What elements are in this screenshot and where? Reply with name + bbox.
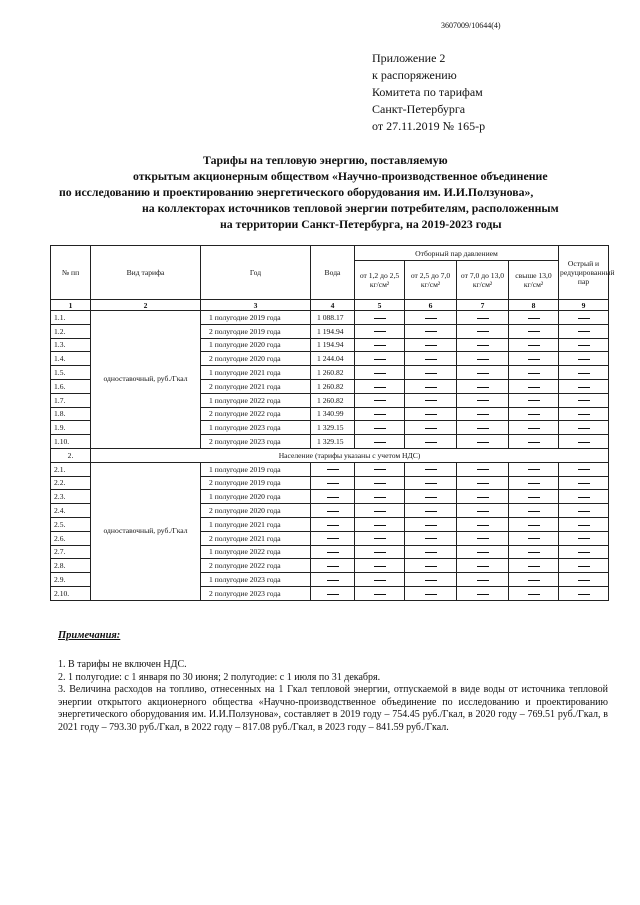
empty-cell — [405, 531, 457, 545]
empty-cell — [405, 366, 457, 380]
empty-cell — [559, 517, 609, 531]
header-sharp-steam: Острый и редуцированный пар — [559, 246, 609, 300]
period-cell: 2 полугодие 2023 года — [201, 435, 311, 449]
row-number: 1.5. — [51, 366, 91, 380]
document-title — [40, 152, 640, 232]
row-number: 2.8. — [51, 559, 91, 573]
row-number: 1.1. — [51, 311, 91, 325]
empty-cell — [355, 421, 405, 435]
empty-cell — [355, 435, 405, 449]
period-cell: 1 полугодие 2020 года — [201, 490, 311, 504]
title-line: открытым акционерным обществом «Научно-производственное объединение — [133, 169, 548, 183]
empty-cell — [405, 435, 457, 449]
section-2-rows — [51, 448, 609, 600]
title-line: на территории Санкт-Петербурга, на 2019-2023 годы — [220, 217, 502, 231]
empty-cell — [457, 545, 509, 559]
table-row — [51, 311, 609, 325]
empty-cell — [559, 338, 609, 352]
empty-cell — [355, 379, 405, 393]
tariff-type-cell: одноставочный, руб./Гкал — [91, 311, 201, 449]
empty-cell — [509, 311, 559, 325]
header-steam-1: от 1,2 до 2,5 кг/см² — [355, 261, 405, 300]
period-cell: 1 полугодие 2019 года — [201, 462, 311, 476]
empty-cell — [355, 531, 405, 545]
empty-cell — [355, 324, 405, 338]
header-num: № пп — [51, 246, 91, 300]
section-row — [51, 448, 609, 462]
section-number: 2. — [51, 448, 91, 462]
empty-cell — [457, 476, 509, 490]
empty-cell — [457, 379, 509, 393]
row-number: 1.10. — [51, 435, 91, 449]
empty-cell — [311, 531, 355, 545]
row-number: 1.9. — [51, 421, 91, 435]
period-cell: 1 полугодие 2023 года — [201, 421, 311, 435]
empty-cell — [355, 573, 405, 587]
water-tariff: 1 244.04 — [311, 352, 355, 366]
empty-cell — [559, 311, 609, 325]
empty-cell — [311, 504, 355, 518]
empty-cell — [355, 352, 405, 366]
empty-cell — [405, 476, 457, 490]
empty-cell — [457, 407, 509, 421]
empty-cell — [355, 545, 405, 559]
header-tariff-type: Вид тарифа — [91, 246, 201, 300]
empty-cell — [457, 338, 509, 352]
note-item: 2. 1 полугодие: с 1 января по 30 июня; 2 полугодие: с 1 июля по 31 декабря. — [58, 671, 381, 683]
document-number: 3607009/10644(4) — [441, 21, 501, 30]
empty-cell — [457, 517, 509, 531]
empty-cell — [457, 504, 509, 518]
title-line: по исследованию и проектированию энергетического оборудования им. И.И.Ползунова», — [59, 185, 534, 199]
empty-cell — [509, 586, 559, 600]
empty-cell — [405, 393, 457, 407]
period-cell: 1 полугодие 2023 года — [201, 573, 311, 587]
empty-cell — [311, 559, 355, 573]
row-number: 1.2. — [51, 324, 91, 338]
water-tariff: 1 260.82 — [311, 379, 355, 393]
row-number: 1.7. — [51, 393, 91, 407]
empty-cell — [559, 531, 609, 545]
row-number: 2.2. — [51, 476, 91, 490]
empty-cell — [457, 573, 509, 587]
section-1-rows — [51, 311, 609, 449]
empty-cell — [355, 559, 405, 573]
empty-cell — [405, 352, 457, 366]
header-year: Год — [201, 246, 311, 300]
empty-cell — [509, 504, 559, 518]
empty-cell — [405, 517, 457, 531]
empty-cell — [559, 462, 609, 476]
empty-cell — [457, 352, 509, 366]
water-tariff: 1 329.15 — [311, 435, 355, 449]
water-tariff: 1 340.99 — [311, 407, 355, 421]
empty-cell — [457, 586, 509, 600]
empty-cell — [405, 559, 457, 573]
water-tariff: 1 088.17 — [311, 311, 355, 325]
notes-block — [58, 630, 608, 734]
appendix-block — [372, 50, 485, 135]
empty-cell — [509, 517, 559, 531]
period-cell: 2 полугодие 2022 года — [201, 559, 311, 573]
empty-cell — [559, 407, 609, 421]
column-number: 1 — [51, 300, 91, 311]
row-number: 2.4. — [51, 504, 91, 518]
water-tariff: 1 260.82 — [311, 366, 355, 380]
empty-cell — [405, 379, 457, 393]
period-cell: 2 полугодие 2020 года — [201, 352, 311, 366]
empty-cell — [405, 462, 457, 476]
empty-cell — [509, 338, 559, 352]
empty-cell — [405, 490, 457, 504]
period-cell: 2 полугодие 2019 года — [201, 324, 311, 338]
empty-cell — [405, 407, 457, 421]
column-number: 3 — [201, 300, 311, 311]
empty-cell — [509, 462, 559, 476]
empty-cell — [457, 490, 509, 504]
period-cell: 2 полугодие 2021 года — [201, 379, 311, 393]
note-item: 1. В тарифы не включен НДС. — [58, 659, 187, 670]
empty-cell — [509, 393, 559, 407]
empty-cell — [405, 545, 457, 559]
appendix-line: к распоряжению — [372, 68, 457, 82]
empty-cell — [559, 490, 609, 504]
empty-cell — [509, 366, 559, 380]
empty-cell — [559, 352, 609, 366]
empty-cell — [559, 504, 609, 518]
empty-cell — [311, 545, 355, 559]
appendix-line: от 27.11.2019 № 165-р — [372, 119, 486, 133]
column-number: 5 — [355, 300, 405, 311]
period-cell: 1 полугодие 2022 года — [201, 393, 311, 407]
table-row — [51, 462, 609, 476]
period-cell: 1 полугодие 2021 года — [201, 366, 311, 380]
header-steam-group: Отборный пар давлением — [355, 246, 559, 261]
period-cell: 1 полугодие 2019 года — [201, 311, 311, 325]
row-number: 2.3. — [51, 490, 91, 504]
empty-cell — [457, 366, 509, 380]
column-number: 2 — [91, 300, 201, 311]
empty-cell — [311, 573, 355, 587]
empty-cell — [559, 435, 609, 449]
header-steam-2: от 2,5 до 7,0 кг/см² — [405, 261, 457, 300]
empty-cell — [559, 586, 609, 600]
row-number: 2.1. — [51, 462, 91, 476]
water-tariff: 1 329.15 — [311, 421, 355, 435]
empty-cell — [457, 531, 509, 545]
empty-cell — [509, 559, 559, 573]
empty-cell — [457, 462, 509, 476]
empty-cell — [509, 324, 559, 338]
empty-cell — [355, 338, 405, 352]
row-number: 2.7. — [51, 545, 91, 559]
empty-cell — [559, 393, 609, 407]
empty-cell — [457, 311, 509, 325]
period-cell: 1 полугодие 2020 года — [201, 338, 311, 352]
empty-cell — [405, 311, 457, 325]
column-number: 7 — [457, 300, 509, 311]
appendix-line: Санкт-Петербурга — [372, 102, 466, 116]
empty-cell — [509, 379, 559, 393]
empty-cell — [405, 338, 457, 352]
empty-cell — [405, 421, 457, 435]
empty-cell — [509, 573, 559, 587]
title-line: на коллекторах источников тепловой энергии потребителям, расположенным — [142, 201, 559, 215]
row-number: 1.8. — [51, 407, 91, 421]
empty-cell — [311, 462, 355, 476]
header-steam-4: свыше 13,0 кг/см² — [509, 261, 559, 300]
empty-cell — [355, 586, 405, 600]
empty-cell — [509, 407, 559, 421]
row-number: 1.6. — [51, 379, 91, 393]
header-steam-3: от 7,0 до 13,0 кг/см² — [457, 261, 509, 300]
empty-cell — [457, 559, 509, 573]
note-item: 3. Величина расходов на топливо, отнесенных на 1 Гкал тепловой энергии, отпускаемой в виде воды от источника тепловой энергии открытого акционерного общества «Научно-производственное объединение по исследованию и проектированию энергетического оборудования им. И.И.Ползунова», составляет в 2019 году – 754.45 руб./Гкал, в 2020 году – 769.51 руб./Гкал, в 2021 году – 793.30 руб./Гкал, в 2022 году – 817.08 руб./Гкал, в 2023 году – 841.59 руб./Гкал. — [58, 684, 608, 733]
empty-cell — [355, 311, 405, 325]
appendix-line: Комитета по тарифам — [372, 85, 483, 99]
row-number: 1.4. — [51, 352, 91, 366]
empty-cell — [405, 324, 457, 338]
empty-cell — [405, 573, 457, 587]
tariff-type-cell: одноставочный, руб./Гкал — [91, 462, 201, 600]
empty-cell — [355, 462, 405, 476]
empty-cell — [355, 517, 405, 531]
column-number: 8 — [509, 300, 559, 311]
empty-cell — [509, 421, 559, 435]
empty-cell — [355, 476, 405, 490]
empty-cell — [559, 545, 609, 559]
period-cell: 2 полугодие 2023 года — [201, 586, 311, 600]
empty-cell — [559, 559, 609, 573]
empty-cell — [509, 490, 559, 504]
empty-cell — [509, 545, 559, 559]
water-tariff: 1 260.82 — [311, 393, 355, 407]
empty-cell — [457, 421, 509, 435]
water-tariff: 1 194.94 — [311, 338, 355, 352]
empty-cell — [457, 435, 509, 449]
empty-cell — [405, 504, 457, 518]
water-tariff: 1 194.94 — [311, 324, 355, 338]
empty-cell — [355, 504, 405, 518]
notes-heading: Примечания: — [58, 630, 121, 641]
empty-cell — [311, 586, 355, 600]
empty-cell — [311, 476, 355, 490]
period-cell: 2 полугодие 2021 года — [201, 531, 311, 545]
empty-cell — [509, 531, 559, 545]
section-label: Население (тарифы указаны с учетом НДС) — [91, 448, 609, 462]
period-cell: 2 полугодие 2019 года — [201, 476, 311, 490]
empty-cell — [559, 421, 609, 435]
empty-cell — [311, 490, 355, 504]
tariff-table — [50, 245, 615, 601]
empty-cell — [509, 352, 559, 366]
empty-cell — [355, 490, 405, 504]
period-cell: 1 полугодие 2021 года — [201, 517, 311, 531]
empty-cell — [355, 366, 405, 380]
empty-cell — [559, 573, 609, 587]
empty-cell — [311, 517, 355, 531]
column-number: 4 — [311, 300, 355, 311]
row-number: 2.6. — [51, 531, 91, 545]
period-cell: 1 полугодие 2022 года — [201, 545, 311, 559]
empty-cell — [457, 393, 509, 407]
empty-cell — [559, 379, 609, 393]
empty-cell — [559, 366, 609, 380]
empty-cell — [355, 407, 405, 421]
period-cell: 2 полугодие 2020 года — [201, 504, 311, 518]
empty-cell — [559, 476, 609, 490]
empty-cell — [509, 476, 559, 490]
empty-cell — [457, 324, 509, 338]
period-cell: 2 полугодие 2022 года — [201, 407, 311, 421]
row-number: 2.10. — [51, 586, 91, 600]
row-number: 2.9. — [51, 573, 91, 587]
row-number: 2.5. — [51, 517, 91, 531]
title-line: Тарифы на тепловую энергию, поставляемую — [203, 153, 448, 167]
empty-cell — [509, 435, 559, 449]
header-water: Вода — [311, 246, 355, 300]
column-number: 6 — [405, 300, 457, 311]
empty-cell — [559, 324, 609, 338]
empty-cell — [355, 393, 405, 407]
row-number: 1.3. — [51, 338, 91, 352]
appendix-line: Приложение 2 — [372, 51, 446, 65]
column-number: 9 — [559, 300, 609, 311]
empty-cell — [405, 586, 457, 600]
